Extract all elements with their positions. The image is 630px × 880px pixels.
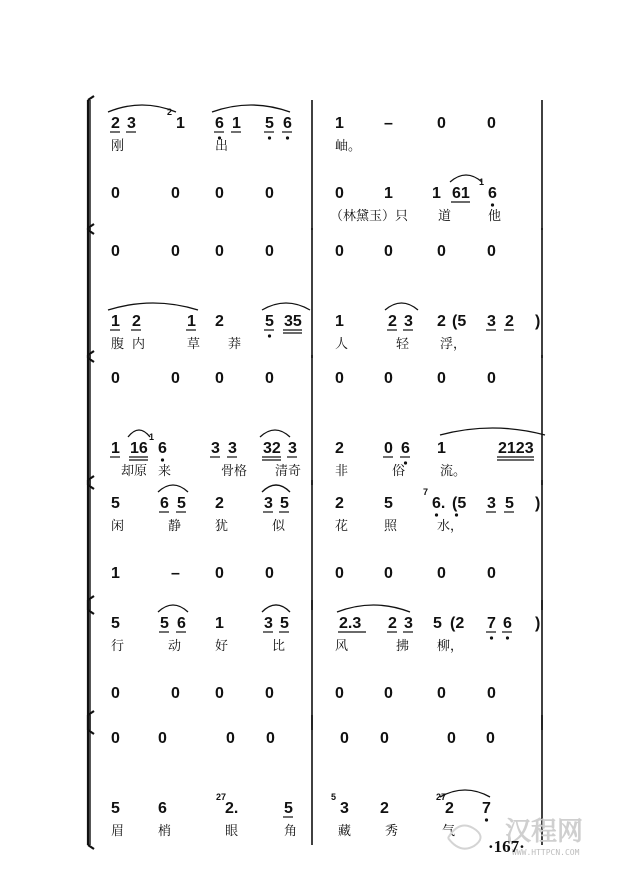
slur — [262, 303, 310, 310]
system-brace — [88, 96, 94, 234]
note: 0 — [111, 185, 120, 202]
note: 6 — [158, 800, 167, 817]
lyric: 内 — [132, 337, 146, 352]
note: 1 — [111, 440, 120, 457]
note: 6 — [160, 495, 169, 512]
lyric: 浮， — [440, 337, 467, 352]
note: 6 — [283, 115, 292, 132]
slur — [337, 605, 410, 612]
note: 5 — [177, 495, 186, 512]
note: 6 — [158, 440, 167, 457]
note: 0 — [158, 730, 167, 747]
note: 5 — [280, 615, 289, 632]
octave-dot — [485, 818, 488, 821]
slur — [262, 485, 290, 492]
note: 6 — [488, 185, 497, 202]
note: 6 — [215, 115, 224, 132]
note: 2.3 — [339, 615, 362, 632]
octave-dot — [268, 136, 271, 139]
note: 35 — [284, 313, 302, 330]
system-brace — [88, 351, 94, 489]
score-systems — [88, 96, 545, 849]
note: 32 — [263, 440, 281, 457]
note: 2 — [111, 115, 120, 132]
lyric: 拂 — [396, 639, 410, 654]
lyric: 藏 — [338, 824, 352, 839]
lyric: 比 — [272, 639, 286, 654]
slur — [212, 105, 290, 112]
slur — [385, 303, 418, 310]
note: (2 — [450, 615, 465, 632]
note: 0 — [215, 685, 224, 702]
lyric: 他 — [488, 209, 502, 224]
note: – — [171, 565, 180, 582]
note: 0 — [335, 243, 344, 260]
score-system — [88, 96, 542, 234]
note: 3 — [404, 313, 413, 330]
slur — [158, 485, 188, 492]
octave-dot — [490, 636, 493, 639]
note: 0 — [265, 370, 274, 387]
lyric: 莽 — [228, 337, 242, 352]
note: 0 — [437, 370, 446, 387]
note: 1 — [111, 565, 120, 582]
note: 0 — [171, 370, 180, 387]
note: 0 — [215, 185, 224, 202]
note: 2 — [335, 495, 344, 512]
lyric: 腹 — [111, 337, 125, 352]
slur — [128, 430, 150, 437]
lyric: 非 — [335, 464, 349, 479]
note: 0 — [486, 730, 495, 747]
note: 1 — [232, 115, 241, 132]
note: 5 — [111, 615, 120, 632]
note: 0 — [384, 440, 393, 457]
lyric: 草 — [187, 337, 201, 352]
lyric: 却原 — [121, 464, 148, 479]
note: 0 — [437, 685, 446, 702]
note: 6. — [432, 495, 446, 512]
grace-note: 1 — [479, 177, 485, 187]
note: (5 — [452, 495, 467, 512]
note: 0 — [384, 685, 393, 702]
note: – — [384, 115, 393, 132]
lyric: 刚 — [111, 139, 125, 154]
note: 5 — [505, 495, 514, 512]
lyric: 静 — [168, 519, 182, 534]
lyric: 来 — [158, 464, 172, 479]
note: 1 — [432, 185, 441, 202]
slur — [262, 605, 290, 612]
note: (5 — [452, 313, 467, 330]
note: 0 — [111, 730, 120, 747]
lyric: 风 — [335, 639, 349, 654]
note: 1 — [111, 313, 120, 330]
note: 5 — [280, 495, 289, 512]
note: 3 — [264, 495, 273, 512]
note: 0 — [380, 730, 389, 747]
note: 0 — [335, 685, 344, 702]
slur — [158, 605, 188, 612]
note: 2 — [437, 313, 446, 330]
note: 0 — [171, 185, 180, 202]
slur — [450, 175, 482, 182]
note: 0 — [384, 370, 393, 387]
note: 3 — [487, 313, 496, 330]
note: 0 — [487, 370, 496, 387]
note: 0 — [487, 685, 496, 702]
lyric: 轻 — [396, 337, 410, 352]
lyric: 人 — [335, 337, 349, 352]
system-brace — [88, 224, 94, 362]
note: 5 — [433, 615, 442, 632]
note: 0 — [335, 185, 344, 202]
note: 61 — [452, 185, 470, 202]
note: 0 — [215, 370, 224, 387]
note: ) — [535, 313, 541, 330]
note: 0 — [265, 243, 274, 260]
note: 6 — [177, 615, 186, 632]
lyric: 柳， — [437, 639, 464, 654]
note: 3 — [288, 440, 297, 457]
system-brace — [88, 476, 94, 614]
lyric: 水， — [437, 519, 464, 534]
note: 0 — [111, 243, 120, 260]
note: 1 — [384, 185, 393, 202]
note: 1 — [437, 440, 446, 457]
note: 3 — [404, 615, 413, 632]
grace-note: 5 — [331, 792, 337, 802]
note: 3 — [264, 615, 273, 632]
note: 0 — [447, 730, 456, 747]
octave-dot — [506, 636, 509, 639]
lyric: 梢 — [158, 824, 172, 839]
lyric: 眼 — [225, 824, 239, 839]
octave-dot — [435, 513, 438, 516]
lyric: 清奇 — [275, 464, 302, 479]
octave-dot — [286, 136, 289, 139]
lyric: 行 — [111, 639, 125, 654]
score-system — [88, 596, 542, 734]
note: 0 — [487, 565, 496, 582]
lyric: 俗 — [392, 464, 406, 479]
note: 2 — [215, 313, 224, 330]
note: 2 — [445, 800, 454, 817]
note: 3 — [340, 800, 349, 817]
note: 0 — [111, 685, 120, 702]
lyric: 照 — [384, 519, 398, 534]
octave-dot — [491, 203, 494, 206]
note: 5 — [111, 800, 120, 817]
note: 5 — [384, 495, 393, 512]
note: 2123 — [498, 440, 534, 457]
note: 2 — [388, 313, 397, 330]
lyric: 眉 — [111, 824, 125, 839]
note: 5 — [265, 313, 274, 330]
slur — [440, 790, 490, 797]
note: 1 — [176, 115, 185, 132]
note: 5 — [284, 800, 293, 817]
note: 2 — [335, 440, 344, 457]
lyric: 犹 — [215, 519, 229, 534]
note: 0 — [384, 565, 393, 582]
note: 0 — [437, 243, 446, 260]
octave-dot — [161, 458, 164, 461]
note: 0 — [335, 370, 344, 387]
lyric: 动 — [168, 639, 182, 654]
lyric: 出 — [215, 139, 229, 154]
note: 0 — [437, 565, 446, 582]
octave-dot — [455, 513, 458, 516]
grace-note: 2 — [167, 107, 173, 117]
note: 3 — [127, 115, 136, 132]
grace-note: 27 — [216, 792, 227, 802]
watermark-brand: 汉程网 — [505, 817, 584, 847]
lyric: 道 — [438, 209, 452, 224]
lyric: 好 — [215, 639, 229, 654]
score-system — [88, 476, 542, 614]
note: 0 — [171, 685, 180, 702]
note: 2 — [380, 800, 389, 817]
slur — [260, 430, 290, 437]
lyric: 骨格 — [221, 464, 248, 479]
grace-note: 27 — [436, 792, 447, 802]
lyric: 流。 — [440, 464, 467, 479]
grace-note: 1 — [149, 432, 155, 442]
lyric: 角 — [284, 824, 298, 839]
note: 6 — [401, 440, 410, 457]
note: 0 — [226, 730, 235, 747]
note: 0 — [215, 243, 224, 260]
note: 0 — [111, 370, 120, 387]
note: 6 — [503, 615, 512, 632]
note: 7 — [482, 800, 491, 817]
note: 0 — [265, 185, 274, 202]
note: 0 — [437, 115, 446, 132]
lyric: 闲 — [111, 519, 125, 534]
grace-note: 7 — [423, 487, 429, 497]
note: ) — [535, 615, 541, 632]
note: 0 — [335, 565, 344, 582]
page-number: ·167· — [488, 837, 525, 856]
note: 0 — [265, 565, 274, 582]
lyric: 似 — [272, 519, 286, 534]
note: 3 — [211, 440, 220, 457]
note: 2 — [215, 495, 224, 512]
note: 1 — [335, 115, 344, 132]
note: 0 — [265, 685, 274, 702]
note: 16 — [130, 440, 148, 457]
note: 0 — [384, 243, 393, 260]
note: ) — [535, 495, 541, 512]
note: 0 — [487, 115, 496, 132]
note: 2 — [132, 313, 141, 330]
note: 0 — [171, 243, 180, 260]
slur — [108, 105, 176, 112]
note: 2 — [505, 313, 514, 330]
note: 1 — [335, 313, 344, 330]
note: 1 — [187, 313, 196, 330]
slur — [108, 303, 198, 310]
lyric: （林黛玉）只 — [330, 209, 409, 224]
note: 2 — [388, 615, 397, 632]
score-system — [88, 224, 542, 362]
note: 2. — [225, 800, 239, 817]
note: 0 — [215, 565, 224, 582]
note: 5 — [160, 615, 169, 632]
watermark-url: WWW.HTTPCN.COM — [512, 848, 580, 857]
note: 7 — [487, 615, 496, 632]
note: 0 — [487, 243, 496, 260]
note: 3 — [228, 440, 237, 457]
lyric: 岫。 — [335, 139, 362, 154]
octave-dot — [268, 334, 271, 337]
note: 0 — [340, 730, 349, 747]
slur — [440, 428, 545, 435]
lyric: 气 — [442, 824, 456, 839]
lyric: 秀 — [385, 824, 399, 839]
note: 5 — [265, 115, 274, 132]
note: 5 — [111, 495, 120, 512]
lyric: 花 — [335, 519, 349, 534]
note: 1 — [215, 615, 224, 632]
note: 3 — [487, 495, 496, 512]
note: 0 — [266, 730, 275, 747]
score-system — [88, 351, 545, 489]
